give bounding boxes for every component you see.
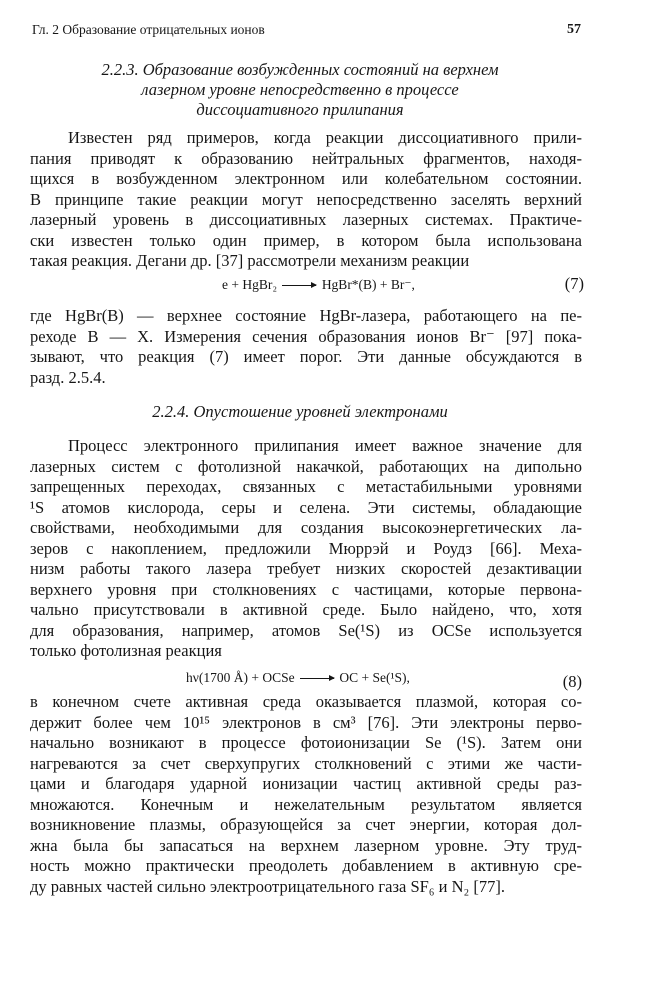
text-line: реходе B — X. Измерения сечения образования ионов Br⁻ [97] пока-: [30, 326, 582, 346]
equation-number: (8): [562, 672, 582, 691]
paragraph: [30, 692, 582, 897]
text-line: чально присутствовали в активной среде. Было найдено, что, хотя: [30, 600, 582, 619]
text-line: ность можно практически преодолеть добавлением в активную сре-: [30, 856, 582, 875]
section-heading-2-2-4: [60, 402, 540, 422]
equation-number: (7): [564, 274, 584, 293]
paragraph: [30, 128, 582, 272]
text-line: В принципе такие реакции могут непосредственно заселять верхний: [30, 189, 582, 209]
text-line: лазерный уровень в диссоциативных лазерных системах. Практиче-: [30, 210, 582, 229]
reaction-arrow-icon: [300, 678, 334, 679]
text-line: свойствами, необходимыми для создания высокоэнергетических ла-: [30, 518, 582, 537]
heading-line: лазерном уровне непосредственно в процессе: [141, 80, 459, 99]
text-line: ски известен только один пример, в котором была использована: [30, 230, 582, 250]
text-line: ¹S атомов кислорода, серы и селена. Эти системы, обладающие: [30, 497, 582, 517]
text-line: лазерных систем с фотолизной накачкой, работающих на дипольно: [30, 456, 582, 476]
equation-rhs: OC + Se(¹S),: [339, 670, 410, 685]
text-line: нагреваются за счет сверхупругих столкновений с этими же части-: [30, 753, 582, 773]
text-line: жна была бы запасаться на верхнем лазерном уровне. Эту труд-: [30, 835, 582, 855]
page-number: 57: [567, 22, 581, 37]
text-line: такая реакция. Дегани др. [37] рассмотрели механизм реакции: [30, 251, 470, 270]
heading-line: 2.2.3. Образование возбужденных состояний на верхнем: [101, 60, 499, 79]
text-line: Процесс электронного прилипания имеет важное значение для: [68, 436, 582, 455]
text-line: запрещенных переходах, связанных с метастабильными уровнями: [30, 477, 582, 496]
text-line: верхнего уровня при столкновениях с частицами, которые первона-: [30, 579, 582, 599]
text-line: только фотолизная реакция: [30, 641, 222, 660]
heading-line: 2.2.4. Опустошение уровней электронами: [152, 402, 448, 421]
text-line: пания приводят к образованию нейтральных фрагментов, находя-: [30, 148, 582, 168]
equation-rhs: HgBr*(B) + Br⁻,: [321, 277, 415, 292]
text-line: Известен ряд примеров, когда реакции диссоциативного прили-: [68, 128, 582, 147]
reaction-arrow-icon: [282, 285, 316, 286]
text-line: разд. 2.5.4.: [30, 367, 106, 387]
running-head: Гл. 2 Образование отрицательных ионов: [32, 22, 265, 37]
paragraph: [30, 306, 582, 388]
text-line: зеров с накоплением, предложили Мюррэй и Роудз [66]. Меха-: [30, 538, 582, 558]
text-line: возникновение плазмы, образующейся за счет энергии, которая дол-: [30, 815, 582, 834]
text-line: ду равных частей сильно электроотрицательного газа SF₆ и N₂ [77].: [30, 876, 506, 896]
equation-7: [222, 277, 415, 293]
text-line: щихся в возбужденном электронном или колебательном состоянии.: [30, 169, 582, 188]
text-line: низм работы такого лазера требует низких скоростей дезактивации: [30, 559, 582, 578]
equation-lhs: hν(1700 Å) + OCSe: [186, 670, 295, 685]
text-line: цами и благодаря ударной ионизации частиц активной среды раз-: [30, 774, 582, 793]
heading-line: диссоциативного прилипания: [196, 100, 404, 119]
text-line: множаются. Конечным и нежелательным результатом является: [30, 794, 582, 814]
text-line: зывают, что реакция (7) имеет порог. Эти данные обсуждаются в: [30, 347, 582, 366]
text-line: начально возникают в процессе фотоионизации Se (¹S). Затем они: [30, 733, 582, 752]
equation-lhs: e + HgBr₂: [222, 277, 278, 292]
section-heading-2-2-3: [60, 60, 540, 120]
text-line: держит более чем 10¹⁵ электронов в см³ [76]. Эти электроны перво-: [30, 712, 582, 732]
text-line: для образования, например, атомов Se(¹S) из OCSe используется: [30, 620, 582, 640]
text-line: где HgBr(B) — верхнее состояние HgBr-лазера, работающего на пе-: [30, 306, 582, 325]
equation-8: [186, 670, 410, 686]
text-line: в конечном счете активная среда оказывается плазмой, которая со-: [30, 692, 582, 711]
paragraph: [30, 436, 582, 662]
